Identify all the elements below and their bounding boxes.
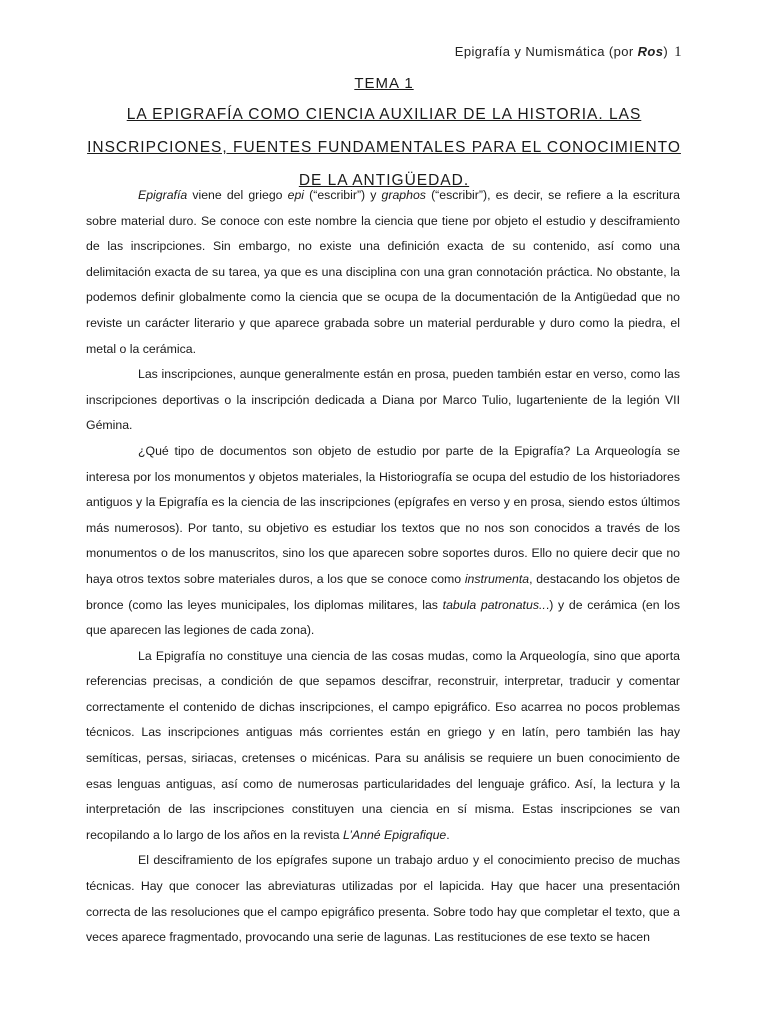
paragraph-2: Las inscripciones, aunque generalmente están en prosa, pueden también estar en verso, como las inscripciones deportivas o la inscripción dedicada a Diana por Marco Tulio, lugarteniente de la legión VII Gémina. xyxy=(86,367,680,433)
p1-text-c: (“escribir”), es decir, se refiere a la escritura sobre material duro. Se conoce con este nombre la ciencia que tiene por objeto el estudio y desciframiento de las inscripciones. Sin embargo, no existe una definición exacta de su contenido, así como una delimitación exacta de su tarea, ya que es una disciplina con una gran connotación práctica. No obstante, la podemos definir globalmente como la ciencia que se ocupa de la documentación de la Antigüedad que no reviste un carácter literario y que aparece grabada sobre un material perdurable y duro como la piedra, el metal o la cerámica. xyxy=(86,188,680,356)
header-author: Ros xyxy=(637,44,664,59)
p3-text-a: ¿Qué tipo de documentos son objeto de estudio por parte de la Epigrafía? La Arqueología se interesa por los monumentos y objetos materiales, la Historiografía se ocupa del estudio de los historiadores antiguos y la Epigrafía es la ciencia de las inscripciones (epígrafes en verso y en prosa, siendo estos últimos más numerosos). Por tanto, su objetivo es estudiar los textos que no nos son conocidos a través de los monumentos o de los manuscritos, sino los que aparecen sobre soportes duros. Ello no quiere decir que no haya otros textos sobre materiales duros, a los que se conoce como xyxy=(86,443,680,586)
paragraph-5: El desciframiento de los epígrafes supone un trabajo arduo y el conocimiento preciso de muchas técnicas. Hay que conocer las abreviaturas utilizadas por el lapicida. Hay que hacer una presentación correcta de las resoluciones que el campo epigráfico presenta. Sobre todo hay que completar el texto, que a veces aparece fragmentado, provocando una serie de lagunas. Las restituciones de ese texto se hacen xyxy=(86,853,680,945)
paragraph-1 xyxy=(86,183,680,362)
body-text xyxy=(86,183,680,951)
journal-title: L’Anné Epigrafique xyxy=(343,827,447,842)
p1-text-a: viene del griego xyxy=(187,188,288,202)
p4-text-a: La Epigrafía no constituye una ciencia de las cosas mudas, como la Arqueología, sino que aporta referencias precisas, a condición de que sepamos descifrar, reconstruir, interpretar, traducir y comentar correctamente el contenido de dichas inscripciones, el campo epigráfico. Eso acarrea no pocos problemas técnicos. Las inscripciones antiguas más corrientes están en griego y en latín, pero también las hay semíticas, persas, siriacas, cretenses o micénicas. Para su análisis se requiere un buen conocimiento de esas lenguas antiguas, así como de numerosas particularidades del lenguaje gráfico. Así, la lectura y la interpretación de las inscripciones constituyen una ciencia en sí misma. Estas inscripciones se van recopilando a lo largo de los años en la revista xyxy=(86,648,680,842)
page-title: LA EPIGRAFÍA COMO CIENCIA AUXILIAR DE LA HISTORIA. LAS INSCRIPCIONES, FUENTES FUNDAMENTALES PARA EL CONOCIMIENTO DE LA ANTIGÜEDAD. xyxy=(87,106,681,189)
page-number: 1 xyxy=(674,44,682,60)
term-graphos: graphos xyxy=(381,188,426,202)
paragraph-3 xyxy=(86,439,680,644)
term-tabula: tabula patronatus.. xyxy=(442,597,546,612)
term-epi: epi xyxy=(287,188,305,202)
term-epigrafia: Epigrafía xyxy=(138,188,188,202)
running-header xyxy=(455,44,682,61)
title-block xyxy=(86,70,682,197)
p3-text-b: , destacando los objetos de bronce (como las leyes municipales, los diplomas militares, las xyxy=(86,571,680,612)
paragraph-4 xyxy=(86,644,680,849)
chapter-label: TEMA 1 xyxy=(354,75,414,92)
term-instrumenta: instrumenta xyxy=(464,571,530,586)
p3-text-c: .) y de cerámica (en los que aparecen las legiones de cada zona). xyxy=(86,597,681,638)
p4-text-b: . xyxy=(446,827,450,842)
header-text: Epigrafía y Numismática (por xyxy=(454,44,638,59)
p1-text-b: (“escribir”) y xyxy=(304,188,382,202)
header-close: ) xyxy=(663,44,669,59)
